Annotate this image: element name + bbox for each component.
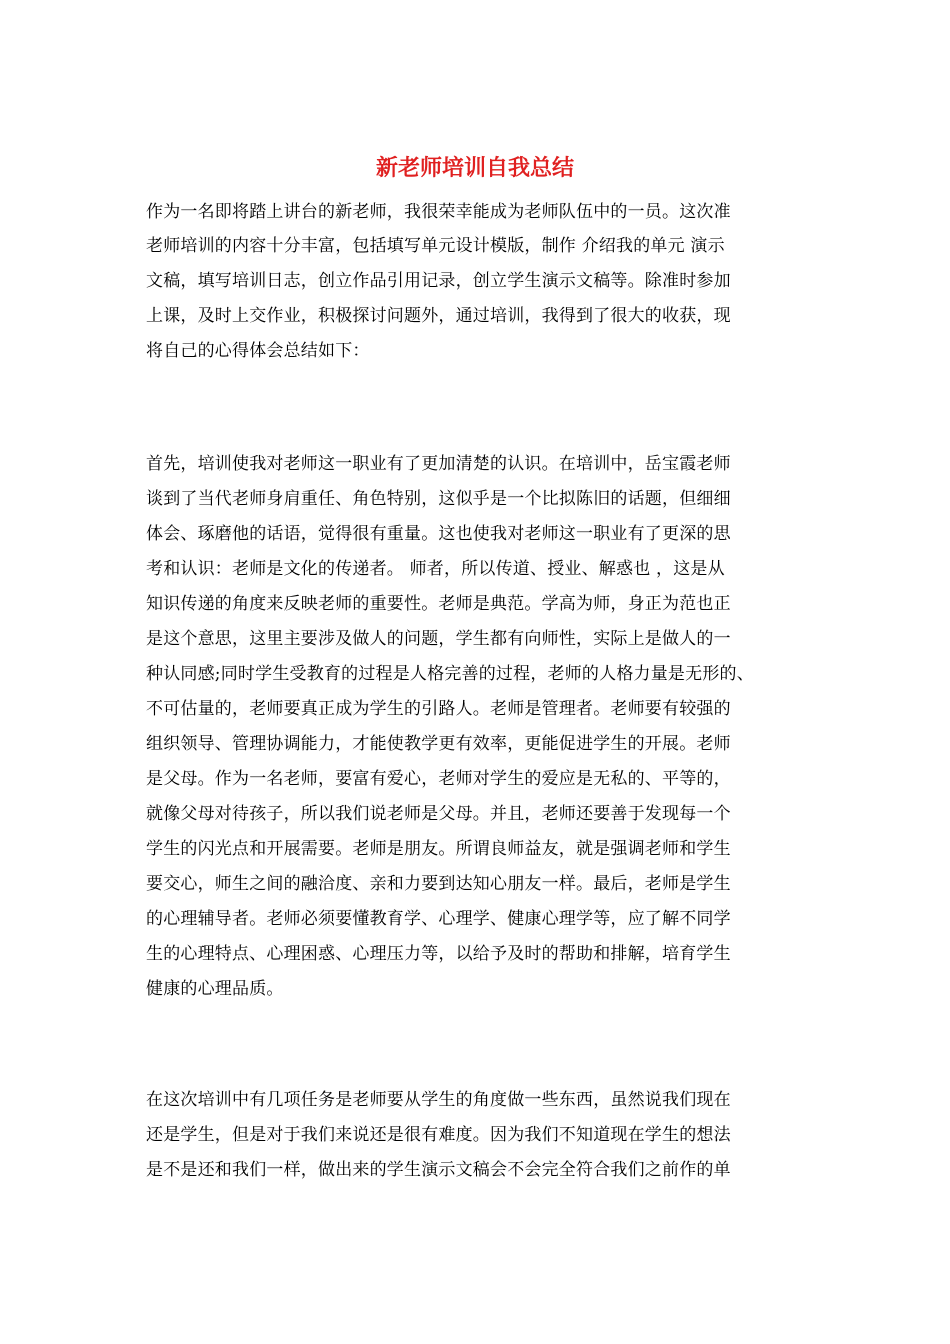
paragraph-2-line: 就像父母对待孩子，所以我们说老师是父母。并且，老师还要善于发现每一个: [146, 804, 731, 824]
paragraph-3-line: 在这次培训中有几项任务是老师要从学生的角度做一些东西，虽然说我们现在: [146, 1090, 731, 1110]
paragraph-3-line: 还是学生，但是对于我们来说还是很有难度。因为我们不知道现在学生的想法: [146, 1125, 731, 1145]
paragraph-1-line: 上课，及时上交作业，积极探讨问题外，通过培训，我得到了很大的收获，现: [146, 306, 731, 326]
paragraph-2-line: 是这个意思，这里主要涉及做人的问题，学生都有向师性，实际上是做人的一: [146, 629, 731, 649]
paragraph-3-line: 是不是还和我们一样，做出来的学生演示文稿会不会完全符合我们之前作的单: [146, 1160, 731, 1180]
paragraph-2-line: 健康的心理品质。: [146, 979, 284, 999]
paragraph-2-line: 的心理辅导者。老师必须要懂教育学、心理学、健康心理学等，应了解不同学: [146, 909, 731, 929]
paragraph-2-line: 考和认识：老师是文化的传递者。 师者，所以传道、授业、解惑也 ，这是从: [146, 559, 725, 579]
paragraph-2-line: 不可估量的，老师要真正成为学生的引路人。老师是管理者。老师要有较强的: [146, 699, 731, 719]
paragraph-1-line: 文稿，填写培训日志，创立作品引用记录，创立学生演示文稿等。除准时参加: [146, 271, 731, 291]
paragraph-2-line: 生的心理特点、心理困惑、心理压力等，以给予及时的帮助和排解，培育学生: [146, 944, 731, 964]
paragraph-2-line: 体会、琢磨他的话语，觉得很有重量。这也使我对老师这一职业有了更深的思: [146, 524, 731, 544]
paragraph-2-line: 学生的闪光点和开展需要。老师是朋友。所谓良师益友，就是强调老师和学生: [146, 839, 731, 859]
paragraph-2-line: 要交心，师生之间的融洽度、亲和力要到达知心朋友一样。最后，老师是学生: [146, 874, 731, 894]
paragraph-2-line: 首先，培训使我对老师这一职业有了更加清楚的认识。在培训中，岳宝霞老师: [146, 454, 731, 474]
paragraph-2-line: 是父母。作为一名老师，要富有爱心，老师对学生的爱应是无私的、平等的，: [146, 769, 731, 789]
paragraph-1-line: 老师培训的内容十分丰富，包括填写单元设计模版，制作 介绍我的单元 演示: [146, 236, 725, 256]
paragraph-1-line: 将自己的心得体会总结如下：: [146, 341, 370, 361]
paragraph-2-line: 种认同感;同时学生受教育的过程是人格完善的过程，老师的人格力量是无形的、: [146, 664, 754, 684]
document-title: 新老师培训自我总结: [375, 156, 574, 181]
paragraph-1-line: 作为一名即将踏上讲台的新老师，我很荣幸能成为老师队伍中的一员。这次准: [146, 202, 731, 222]
paragraph-2-line: 知识传递的角度来反映老师的重要性。老师是典范。学高为师，身正为范也正: [146, 594, 731, 614]
paragraph-2-line: 谈到了当代老师身肩重任、角色特别，这似乎是一个比拟陈旧的话题，但细细: [146, 489, 731, 509]
paragraph-2-line: 组织领导、管理协调能力，才能使教学更有效率，更能促进学生的开展。老师: [146, 734, 731, 754]
